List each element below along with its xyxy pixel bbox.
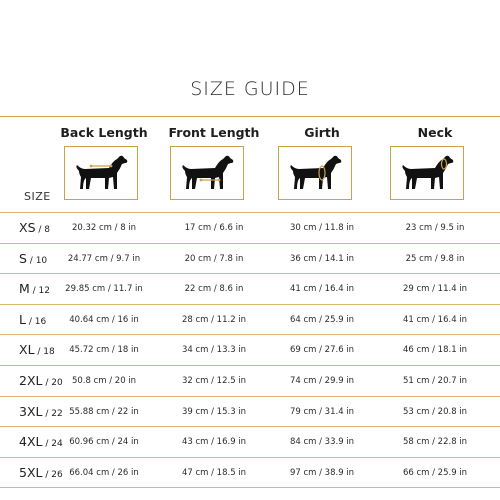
size-number: / 26 bbox=[42, 469, 63, 480]
table-cell: 84 cm / 33.9 in bbox=[289, 437, 355, 448]
row-divider bbox=[0, 426, 500, 427]
size-name: L bbox=[19, 311, 26, 327]
table-cell: 17 cm / 6.6 in bbox=[184, 223, 244, 233]
table-cell: 29 cm / 11.4 in bbox=[402, 284, 468, 295]
row-divider bbox=[0, 243, 500, 244]
table-cell: 30 cm / 11.8 in bbox=[289, 223, 355, 233]
table-cell: 25 cm / 9.8 in bbox=[405, 253, 465, 264]
size-name: 2XL bbox=[19, 373, 43, 388]
table-cell: 64 cm / 25.9 in bbox=[289, 314, 355, 325]
size-label bbox=[19, 312, 46, 327]
dog-girth-icon bbox=[278, 146, 352, 200]
size-name: M bbox=[19, 281, 30, 297]
size-column-header: SIZE bbox=[24, 190, 51, 203]
size-number: / 22 bbox=[42, 408, 63, 419]
size-name: 5XL bbox=[19, 464, 43, 480]
table-cell: 23 cm / 9.5 in bbox=[405, 223, 465, 233]
dog-front-length-icon bbox=[170, 146, 244, 200]
size-number: / 20 bbox=[42, 378, 63, 388]
size-name: S bbox=[19, 250, 27, 266]
row-divider bbox=[0, 212, 500, 213]
size-label bbox=[19, 281, 50, 296]
table-cell: 20.32 cm / 8 in bbox=[71, 223, 137, 233]
size-name: 3XL bbox=[19, 403, 43, 419]
table-cell: 34 cm / 13.3 in bbox=[181, 345, 247, 356]
table-cell: 50.8 cm / 20 in bbox=[71, 376, 137, 386]
row-divider bbox=[0, 304, 500, 305]
column-header-front-length: Front Length bbox=[168, 125, 260, 140]
table-cell: 46 cm / 18.1 in bbox=[402, 345, 468, 356]
table-cell: 41 cm / 16.4 in bbox=[289, 284, 355, 295]
table-cell: 24.77 cm / 9.7 in bbox=[67, 253, 141, 264]
dog-neck-icon bbox=[390, 146, 464, 200]
table-cell: 40.64 cm / 16 in bbox=[69, 314, 139, 325]
size-number: / 24 bbox=[42, 439, 63, 450]
size-number: / 10 bbox=[26, 255, 48, 266]
size-number: / 16 bbox=[25, 316, 47, 327]
table-cell: 29.85 cm / 11.7 in bbox=[65, 284, 143, 295]
size-number: / 8 bbox=[35, 225, 50, 235]
size-name: 4XL bbox=[19, 434, 43, 450]
table-cell: 41 cm / 16.4 in bbox=[402, 314, 468, 325]
table-cell: 69 cm / 27.6 in bbox=[289, 345, 355, 356]
row-divider bbox=[0, 273, 500, 274]
table-cell: 45.72 cm / 18 in bbox=[69, 345, 139, 356]
size-label bbox=[19, 251, 47, 266]
table-cell: 79 cm / 31.4 in bbox=[289, 406, 355, 417]
table-cell: 58 cm / 22.8 in bbox=[402, 437, 468, 448]
table-cell: 20 cm / 7.8 in bbox=[184, 253, 244, 264]
table-cell: 36 cm / 14.1 in bbox=[289, 253, 355, 264]
table-cell: 66 cm / 25.9 in bbox=[402, 467, 468, 478]
table-cell: 55.88 cm / 22 in bbox=[69, 406, 139, 417]
row-divider bbox=[0, 334, 500, 335]
size-name: XS bbox=[19, 220, 36, 235]
column-header-neck: Neck bbox=[417, 125, 453, 140]
dog-back-length-icon bbox=[64, 146, 138, 200]
table-cell: 97 cm / 38.9 in bbox=[289, 467, 355, 478]
size-label bbox=[19, 220, 50, 235]
table-cell: 28 cm / 11.2 in bbox=[181, 314, 247, 325]
size-number: / 12 bbox=[29, 286, 51, 297]
row-divider bbox=[0, 487, 500, 488]
table-cell: 32 cm / 12.5 in bbox=[181, 376, 247, 386]
page-title: SIZE GUIDE bbox=[190, 78, 310, 100]
size-number: / 18 bbox=[34, 347, 55, 358]
title-divider bbox=[0, 116, 500, 117]
column-header-girth: Girth bbox=[304, 125, 340, 140]
table-cell: 22 cm / 8.6 in bbox=[184, 284, 244, 295]
column-header-back-length: Back Length bbox=[60, 125, 148, 140]
row-divider bbox=[0, 457, 500, 458]
table-cell: 51 cm / 20.7 in bbox=[402, 376, 468, 386]
table-cell: 39 cm / 15.3 in bbox=[181, 406, 247, 417]
table-cell: 66.04 cm / 26 in bbox=[69, 467, 139, 478]
table-cell: 60.96 cm / 24 in bbox=[69, 437, 139, 448]
table-cell: 74 cm / 29.9 in bbox=[289, 376, 355, 386]
table-cell: 43 cm / 16.9 in bbox=[181, 437, 247, 448]
table-cell: 47 cm / 18.5 in bbox=[181, 467, 247, 478]
row-divider bbox=[0, 365, 500, 366]
size-name: XL bbox=[19, 342, 35, 358]
row-divider bbox=[0, 396, 500, 397]
table-cell: 53 cm / 20.8 in bbox=[402, 406, 468, 417]
